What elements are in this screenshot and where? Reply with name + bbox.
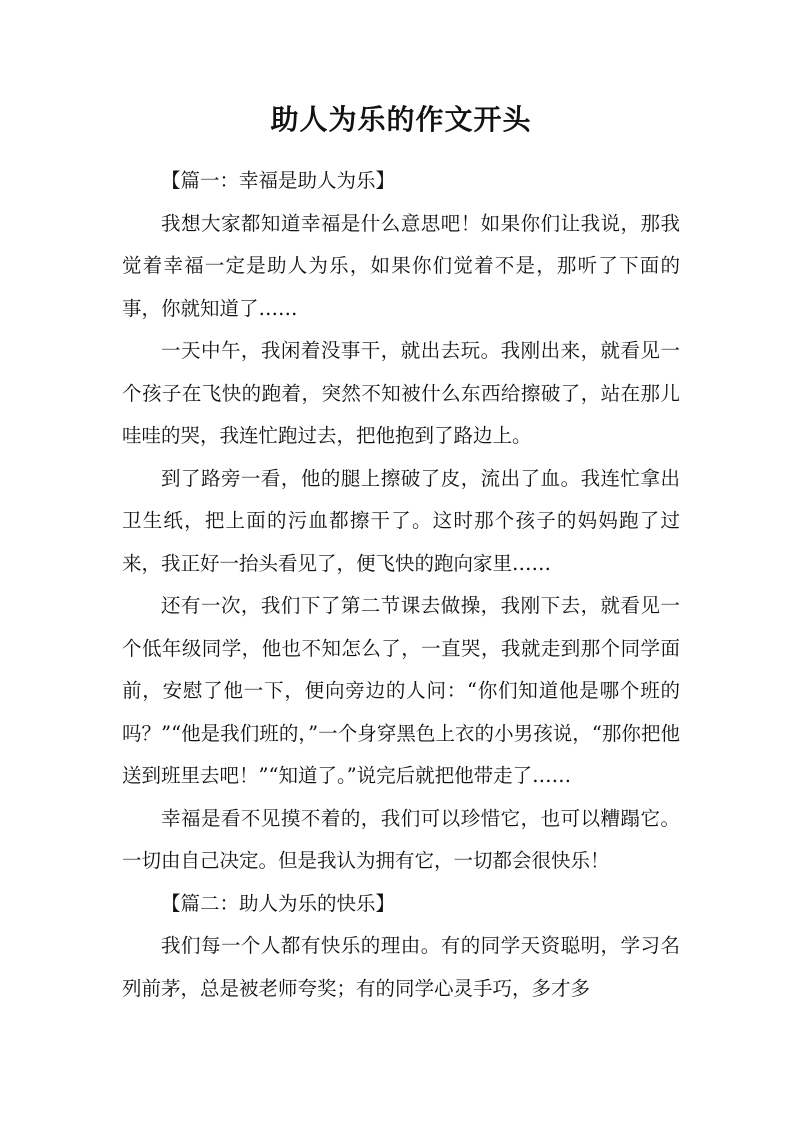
- section-1: [122, 160, 680, 883]
- paragraph: 我们每一个人都有快乐的理由。有的同学天资聪明，学习名列前茅，总是被老师夸奖；有的同学心灵手巧，多才多: [122, 934, 680, 1000]
- paragraph: 幸福是看不见摸不着的，我们可以珍惜它，也可以糟蹋它。一切由自己决定。但是我认为拥有它，一切都会很快乐！: [122, 806, 680, 872]
- paragraph: 到了路旁一看，他的腿上擦破了皮，流出了血。我连忙拿出卫生纸，把上面的污血都擦干了。这时那个孩子的妈妈跑了过来，我正好一抬头看见了，便飞快的跑向家里……: [122, 466, 680, 575]
- document-title: 助人为乐的作文开头: [270, 103, 532, 136]
- paragraph: 还有一次，我们下了第二节课去做操，我刚下去，就看见一个低年级同学，他也不知怎么了，一直哭，我就走到那个同学面前，安慰了他一下，便向旁边的人问：“你们知道他是哪个班的吗？”“他是我们班的，”一个身穿黑色上衣的小男孩说，“那你把他送到班里去吧！”“知道了。”说完后就把他带走了……: [122, 594, 680, 787]
- section-2: [122, 883, 680, 1011]
- section-heading: 【篇一：幸福是助人为乐】: [161, 169, 396, 192]
- paragraph: 我想大家都知道幸福是什么意思吧！如果你们让我说，那我觉着幸福一定是助人为乐，如果你们觉着不是，那听了下面的事，你就知道了……: [122, 211, 680, 320]
- paragraph: 一天中午，我闲着没事干，就出去玩。我刚出来，就看见一个孩子在飞快的跑着，突然不知被什么东西给擦破了，站在那儿哇哇的哭，我连忙跑过去，把他抱到了路边上。: [122, 339, 680, 447]
- section-heading: 【篇二：助人为乐的快乐】: [161, 891, 396, 915]
